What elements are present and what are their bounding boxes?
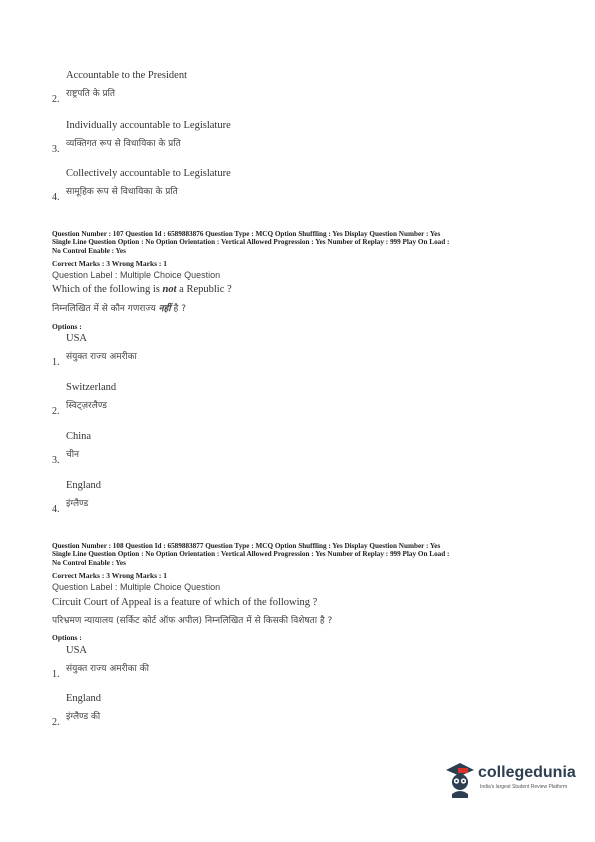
option-text-en: Individually accountable to Legislature <box>66 120 231 131</box>
logo-wordmark: collegedunia <box>478 764 576 781</box>
option-number: 2. <box>52 406 60 417</box>
options-label: Options : <box>52 322 82 331</box>
emphasis-nahi: नहीं <box>158 304 171 314</box>
question-meta <box>52 230 552 255</box>
option-text-en: England <box>66 693 101 704</box>
question-marks: Correct Marks : 3 Wrong Marks : 1 <box>52 259 168 268</box>
option-text-hi: व्यक्तिगत रूप से विधायिका के प्रति <box>66 139 181 149</box>
question-label: Question Label : Multiple Choice Question <box>52 582 221 592</box>
meta-line: No Control Enable : Yes <box>52 558 126 567</box>
option-text-hi: स्विट्ज़रलैण्ड <box>66 401 107 411</box>
question-text-hi: निम्नलिखित में से कौन गणराज्य नहीं है ? <box>52 304 186 314</box>
option-text-en: Switzerland <box>66 382 117 393</box>
meta-line: No Control Enable : Yes <box>52 246 126 255</box>
option-number: 4. <box>52 192 60 203</box>
option-number: 1. <box>52 357 60 368</box>
logo-tagline: India's largest Student Review Platform <box>480 784 568 790</box>
option-text-en: USA <box>66 333 88 344</box>
option-text-hi: इंग्लैण्ड <box>66 499 89 509</box>
meta-line: Single Line Question Option : No Option Orientation : Vertical Allowed Progression : Yes Number of Replay : 999 Play On Load : <box>52 238 450 247</box>
question-text-hi: परिभ्रमण न्यायालय (सर्किट कोर्ट ऑफ अपील) निम्नलिखित में से किसकी विशेषता है ? <box>52 616 333 626</box>
option-text-en: Accountable to the President <box>66 70 188 81</box>
option-number: 1. <box>52 669 60 680</box>
option-text-en: USA <box>66 645 88 656</box>
emphasis-not: not <box>162 284 177 295</box>
option-text-hi: संयुक्त राज्य अमरीका <box>66 352 137 362</box>
question-label: Question Label : Multiple Choice Question <box>52 270 221 280</box>
option-number: 4. <box>52 504 60 515</box>
mascot-icon <box>442 760 478 800</box>
option-text-hi: चीन <box>66 450 80 460</box>
meta-line: Single Line Question Option : No Option Orientation : Vertical Allowed Progression : Yes Number of Replay : 999 Play On Load : <box>52 550 450 559</box>
meta-line: Question Number : 108 Question Id : 6589883877 Question Type : MCQ Option Shuffling : Yes Display Question Number : Yes <box>52 542 441 550</box>
option-text-hi: इंग्लैण्ड की <box>66 712 101 722</box>
option-number: 3. <box>52 455 60 466</box>
option-number: 3. <box>52 144 60 155</box>
collegedunia-logo <box>442 760 582 800</box>
option-text-hi: सामूहिक रूप से विधायिका के प्रति <box>66 187 178 197</box>
option-text-hi: राष्ट्रपति के प्रति <box>66 89 116 99</box>
question-text-en: Which of the following is not a Republic ? <box>52 284 232 295</box>
option-text-en: England <box>66 480 101 491</box>
question-text-en: Circuit Court of Appeal is a feature of which of the following ? <box>52 597 318 608</box>
option-number: 2. <box>52 717 60 728</box>
option-text-en: Collectively accountable to Legislature <box>66 168 231 179</box>
options-label: Options : <box>52 633 82 642</box>
option-text-hi: संयुक्त राज्य अमरीका की <box>66 664 149 674</box>
question-marks: Correct Marks : 3 Wrong Marks : 1 <box>52 571 168 580</box>
question-meta <box>52 542 552 567</box>
meta-line: Question Number : 107 Question Id : 6589883876 Question Type : MCQ Option Shuffling : Yes Display Question Number : Yes <box>52 230 441 238</box>
option-number: 2. <box>52 94 60 105</box>
option-text-en: China <box>66 431 92 442</box>
